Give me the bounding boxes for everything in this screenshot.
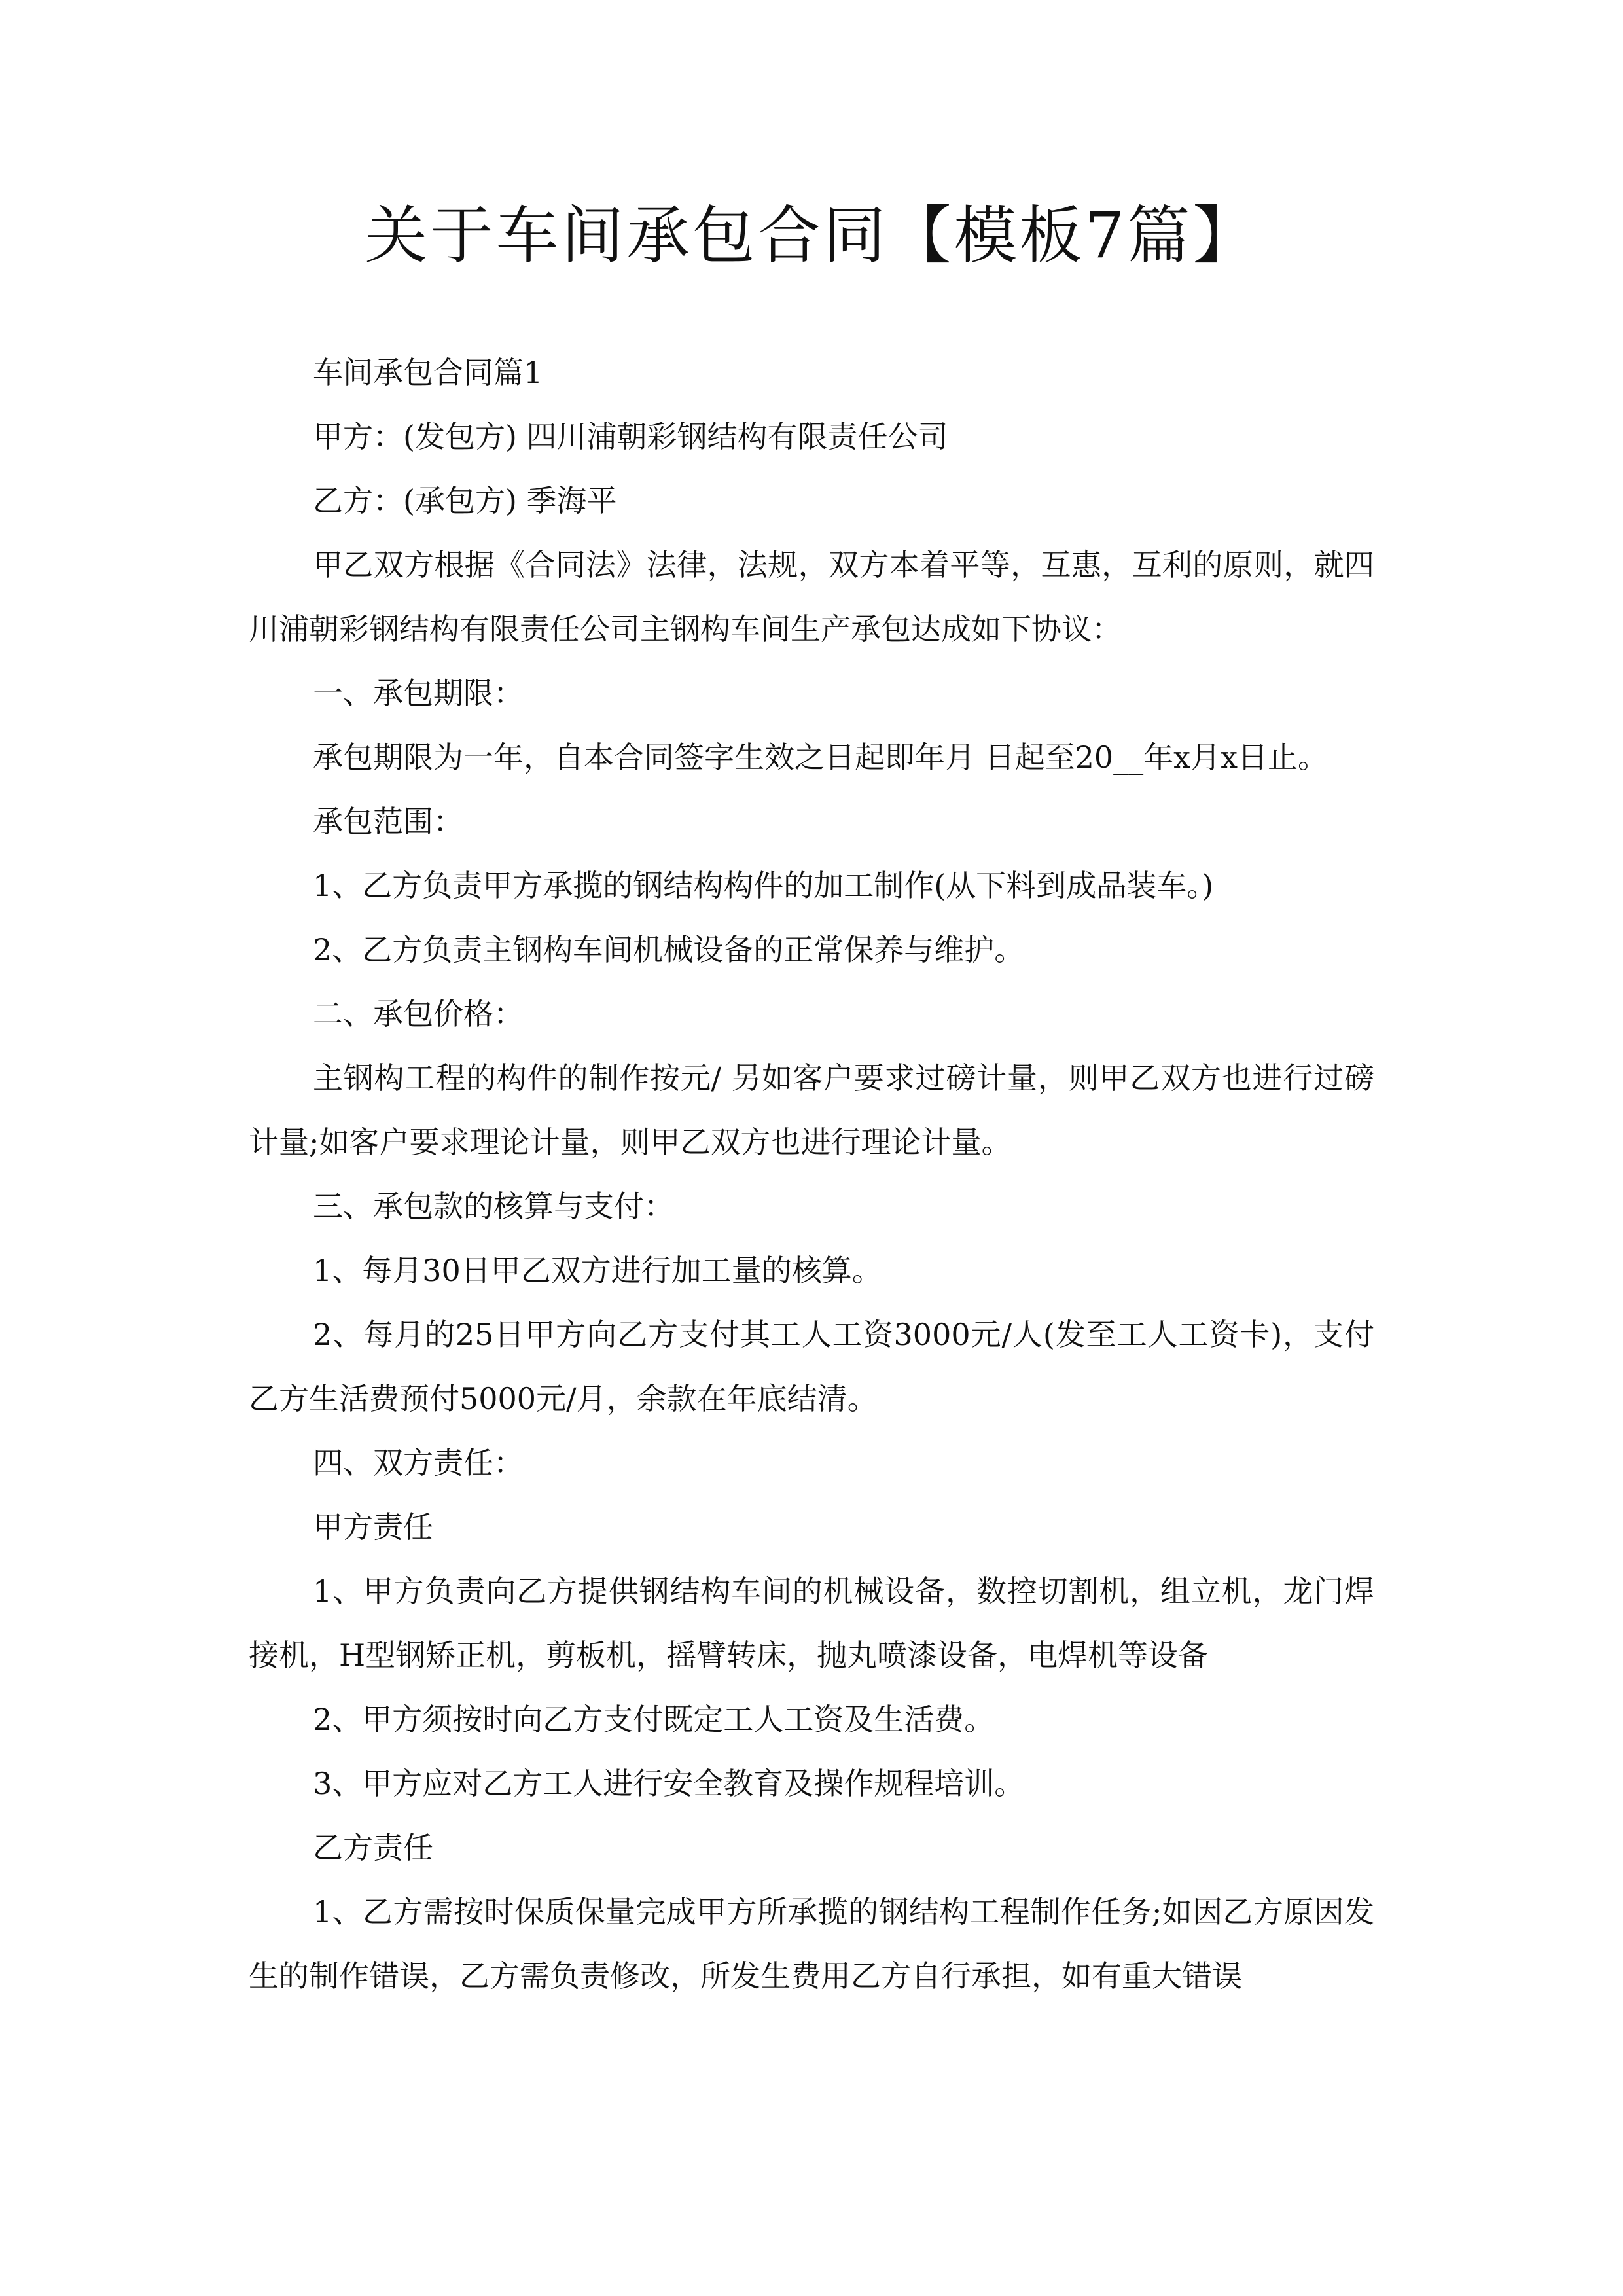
party-a-line: 甲方：(发包方) 四川浦朝彩钢结构有限责任公司 [313, 419, 948, 454]
clause-item: 1、甲方负责向乙方提供钢结构车间的机械设备，数控切割机，组立机，龙门焊接机，H型钢矫正机，剪板机，摇臂转床，抛丸喷漆设备，电焊机等设备 [249, 1573, 1374, 1673]
document-body [249, 340, 1374, 2008]
clause-item: 1、乙方需按时保质保量完成甲方所承揽的钢结构工程制作任务;如因乙方原因发生的制作错误，乙方需负责修改，所发生费用乙方自行承担，如有重大错误 [249, 1894, 1374, 1994]
clause-heading: 二、承包价格： [313, 996, 524, 1031]
preamble-paragraph: 甲乙双方根据《合同法》法律，法规，双方本着平等，互惠，互利的原则，就四川浦朝彩钢结构有限责任公司主钢构车间生产承包达成如下协议： [249, 547, 1374, 647]
clause-heading: 四、双方责任： [313, 1445, 524, 1480]
clause-item: 2、甲方须按时向乙方支付既定工人工资及生活费。 [313, 1702, 995, 1737]
subsection-heading: 乙方责任 [313, 1830, 433, 1865]
clause-paragraph: 主钢构工程的构件的制作按元/ 另如客户要求过磅计量，则甲乙双方也进行过磅计量;如客户要求理论计量，则甲乙双方也进行理论计量。 [249, 1060, 1374, 1160]
document-title: 关于车间承包合同【模板7篇】 [365, 199, 1258, 272]
clause-item: 1、每月30日甲乙双方进行加工量的核算。 [313, 1253, 882, 1288]
subsection-heading: 甲方责任 [313, 1509, 433, 1545]
section-heading: 车间承包合同篇1 [313, 355, 543, 390]
clause-heading: 三、承包款的核算与支付： [313, 1189, 674, 1224]
clause-item: 2、每月的25日甲方向乙方支付其工人工资3000元/人(发至工人工资卡)，支付乙方生活费预付5000元/月，余款在年底结清。 [249, 1317, 1374, 1416]
party-b-line: 乙方：(承包方) 季海平 [313, 483, 617, 518]
clause-item: 3、甲方应对乙方工人进行安全教育及操作规程培训。 [313, 1766, 1025, 1801]
clause-heading: 一、承包期限： [313, 675, 524, 711]
clause-item: 2、乙方负责主钢构车间机械设备的正常保养与维护。 [313, 932, 1025, 967]
clause-heading: 承包范围： [313, 804, 463, 839]
clause-paragraph: 承包期限为一年，自本合同签字生效之日起即年月 日起至20__年x月x日止。 [313, 740, 1329, 775]
clause-item: 1、乙方负责甲方承揽的钢结构构件的加工制作(从下料到成品装车。) [313, 868, 1214, 903]
